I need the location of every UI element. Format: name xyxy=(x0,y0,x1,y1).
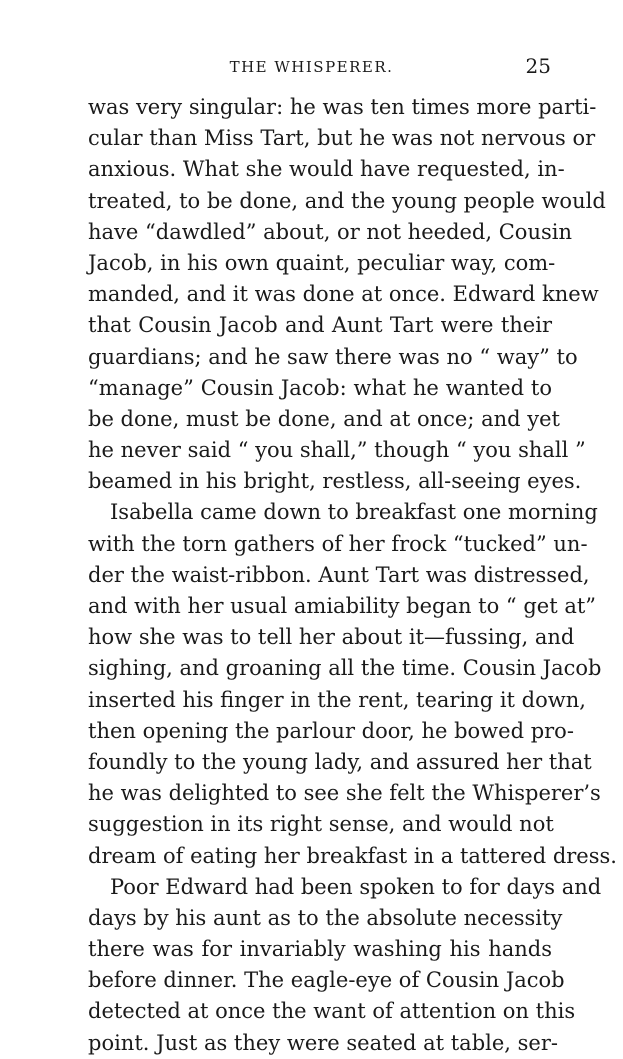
text-line: suggestion in its right sense, and would not xyxy=(88,812,554,837)
text-line: manded, and it was done at once. Edward knew xyxy=(88,282,599,307)
paragraph-start-line: Isabella came down to breakfast one morning xyxy=(110,500,598,525)
text-line: have “dawdled” about, or not heeded, Cousin xyxy=(88,219,572,244)
text-line: treated, to be done, and the young people would xyxy=(88,188,606,213)
text-line: how she was to tell her about it—fussing, and xyxy=(88,625,575,650)
text-line: then opening the parlour door, he bowed pro- xyxy=(88,718,574,743)
text-line: and with her usual amiability began to “ get at” xyxy=(88,594,597,618)
text-line: he was delighted to see she felt the Whisperer’s xyxy=(88,781,601,806)
text-line: days by his aunt as to the absolute necessity xyxy=(88,905,563,930)
text-line: there was for invariably washing his hands xyxy=(88,937,552,962)
text-line: with the torn gathers of her frock “tucked” un- xyxy=(88,531,588,556)
paragraph-start-line: Poor Edward had been spoken to for days and xyxy=(110,874,602,899)
text-line: dream of eating her breakfast in a tattered dress. xyxy=(88,843,617,868)
text-line: was very singular: he was ten times more parti- xyxy=(88,95,597,119)
running-title: THE WHISPERER. xyxy=(229,58,394,76)
text-line: “manage” Cousin Jacob: what he wanted to xyxy=(88,375,552,400)
text-line: guardians; and he saw there was no “ way” to xyxy=(88,344,578,369)
text-line: Jacob, in his own quaint, peculiar way, com- xyxy=(88,250,556,275)
text-line: foundly to the young lady, and assured her that xyxy=(88,749,592,774)
text-line: detected at once the want of attention on this xyxy=(88,999,576,1024)
text-line: sighing, and groaning all the time. Cousin Jacob xyxy=(88,656,602,681)
text-line: cular than Miss Tart, but he was not nervous or xyxy=(88,126,596,151)
text-line: beamed in his bright, restless, all-seeing eyes. xyxy=(88,469,582,494)
running-head xyxy=(0,56,623,80)
text-line: be done, must be done, and at once; and yet xyxy=(88,406,560,431)
text-line: inserted his finger in the rent, tearing it down, xyxy=(88,687,586,712)
text-line: that Cousin Jacob and Aunt Tart were their xyxy=(88,313,552,338)
text-line: before dinner. The eagle-eye of Cousin Jacob xyxy=(88,968,565,993)
text-line: he never said “ you shall,” though “ you shall ” xyxy=(88,438,586,463)
text-line: anxious. What she would have requested, in- xyxy=(88,157,565,182)
text-line: der the waist-ribbon. Aunt Tart was distressed, xyxy=(88,562,590,587)
text-line: point. Just as they were seated at table, ser- xyxy=(88,1030,558,1055)
body-text xyxy=(88,92,617,1059)
page-number: 25 xyxy=(525,54,551,78)
